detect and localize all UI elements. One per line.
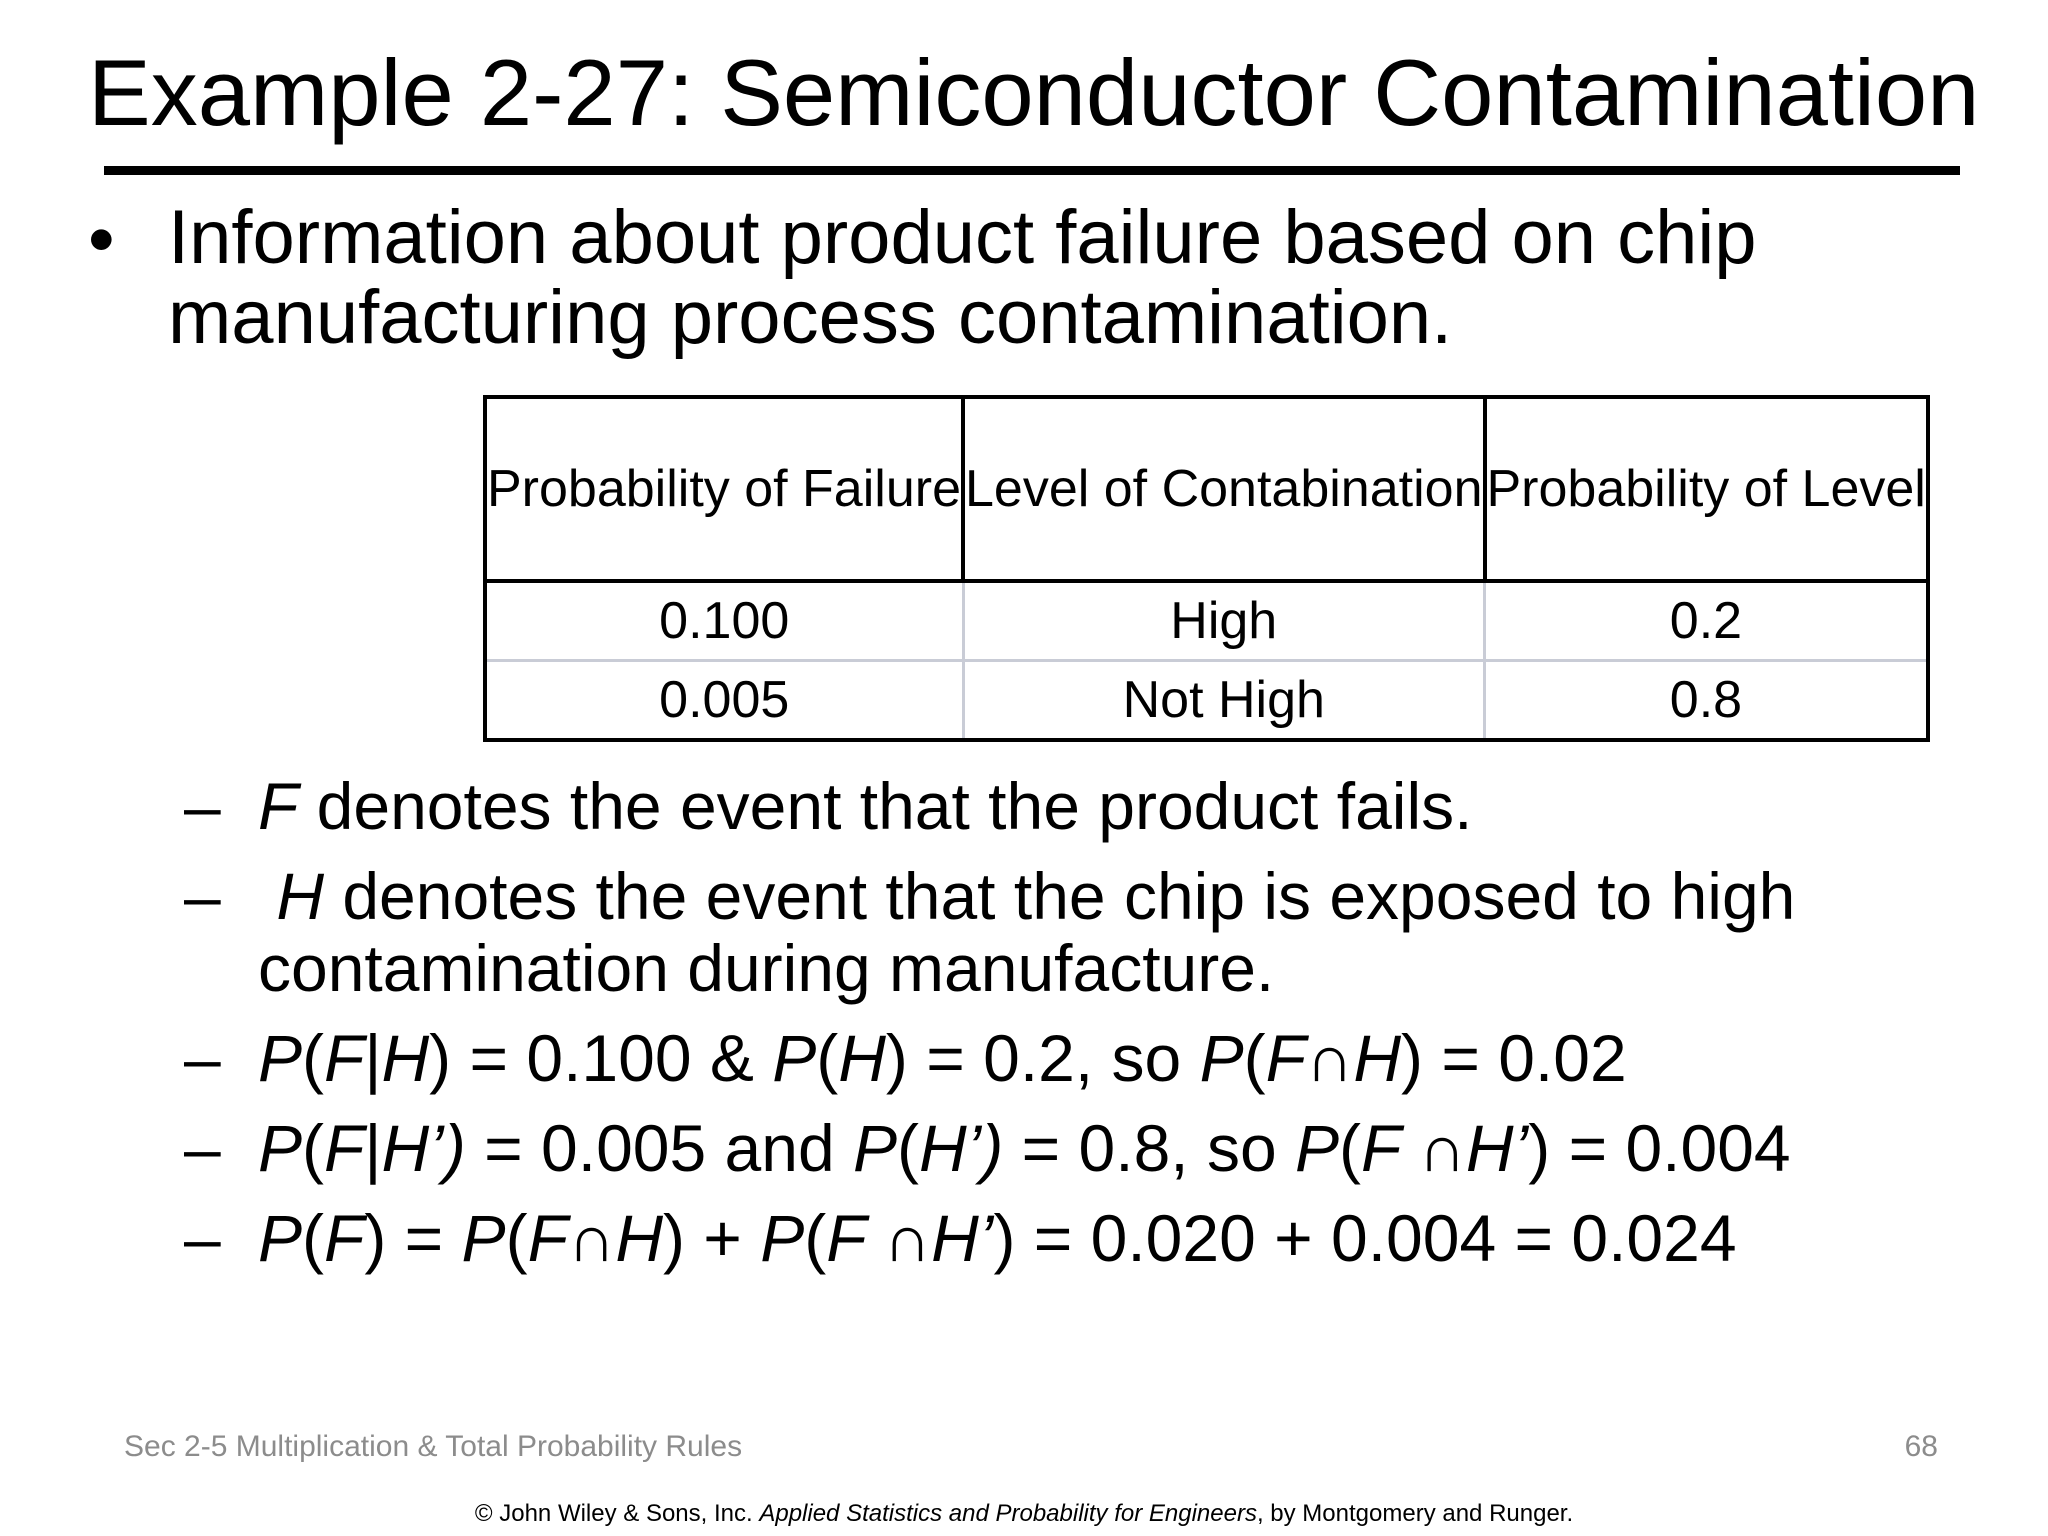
- math-symbol: P: [1295, 1111, 1340, 1185]
- math-text: |: [364, 1111, 382, 1185]
- math-text: (: [816, 1021, 839, 1095]
- sub-bullet-list: [184, 770, 2004, 1292]
- table-row: [485, 581, 1928, 661]
- math-symbol: H’): [919, 1111, 1004, 1185]
- math-text: ) = 0.02: [1401, 1021, 1627, 1095]
- copyright-authors: , by Montgomery and Runger.: [1256, 1500, 1574, 1527]
- math-symbol: F: [258, 769, 299, 843]
- math-text: (: [897, 1111, 919, 1185]
- math-symbol: P: [760, 1201, 805, 1275]
- math-symbol: P: [1199, 1021, 1244, 1095]
- math-text: (: [302, 1201, 325, 1275]
- sub-bullet-h-definition: [184, 860, 2004, 1004]
- math-text: (: [1243, 1021, 1266, 1095]
- table-header-cell: Level of Contabination: [963, 397, 1485, 581]
- page-number: 68: [1904, 1430, 1938, 1463]
- copyright-text: © John Wiley & Sons, Inc.: [474, 1500, 760, 1527]
- table-cell: 0.005: [485, 661, 963, 741]
- math-symbol: H: [276, 859, 325, 933]
- table-header-cell: Probability of Failure: [485, 397, 963, 581]
- math-text: = 0.005 and: [465, 1111, 853, 1185]
- math-text: (: [302, 1111, 325, 1185]
- sub-bullet-f-and-not-h: [184, 1112, 2004, 1184]
- table-cell: 0.2: [1485, 581, 1928, 661]
- math-symbol: H: [838, 1021, 886, 1095]
- math-symbol: P: [852, 1111, 898, 1185]
- math-symbol: F ∩H’: [1361, 1111, 1529, 1185]
- math-text: ) +: [662, 1201, 761, 1275]
- math-symbol: P: [258, 1201, 303, 1275]
- math-text: = 0.8, so: [1003, 1111, 1295, 1185]
- math-symbol: F∩H: [527, 1201, 663, 1275]
- title-underline: [104, 166, 1960, 175]
- table-row: [485, 661, 1928, 741]
- dash-icon: –: [184, 1021, 221, 1095]
- dash-icon: –: [184, 859, 221, 933]
- math-text: (: [302, 1021, 325, 1095]
- math-symbol: P: [772, 1021, 817, 1095]
- main-bullet-text: Information about product failure based on chip manufacturing process contamination.: [168, 195, 1757, 360]
- math-symbol: F∩H: [1265, 1021, 1402, 1095]
- table-cell: 0.8: [1485, 661, 1928, 741]
- footer-section-label: Sec 2-5 Multiplication & Total Probability Rules: [124, 1430, 743, 1463]
- sub-bullet-text: denotes the event that the chip is exposed to high contamination during manufacture.: [258, 859, 1796, 1005]
- math-text: (: [505, 1201, 528, 1275]
- math-symbol: F: [324, 1201, 365, 1275]
- book-title: Applied Statistics and Probability for Engineers: [759, 1500, 1257, 1527]
- math-symbol: F: [324, 1111, 365, 1185]
- contamination-table: [483, 395, 1930, 742]
- math-text: (: [804, 1201, 827, 1275]
- math-symbol: F ∩H’: [826, 1201, 994, 1275]
- sub-bullet-text: denotes the event that the product fails.: [298, 769, 1473, 843]
- dash-icon: –: [184, 1111, 221, 1185]
- table-header-row: [485, 397, 1928, 581]
- table-cell: 0.100: [485, 581, 963, 661]
- math-text: ) =: [364, 1201, 462, 1275]
- math-text: (: [1339, 1111, 1362, 1185]
- table-cell: High: [963, 581, 1485, 661]
- dash-icon: –: [184, 769, 221, 843]
- math-text: |: [364, 1021, 382, 1095]
- math-symbol: H’): [381, 1111, 466, 1185]
- math-text: ) = 0.2, so: [885, 1021, 1200, 1095]
- math-text: ) = 0.100 &: [429, 1021, 773, 1095]
- math-symbol: P: [258, 1111, 303, 1185]
- sub-bullet-f-definition: [184, 770, 2004, 842]
- table-header-cell: Probability of Level: [1485, 397, 1928, 581]
- math-text: ) = 0.004: [1528, 1111, 1791, 1185]
- math-symbol: F: [324, 1021, 365, 1095]
- table-cell: Not High: [963, 661, 1485, 741]
- sub-bullet-f-and-h: [184, 1022, 2004, 1094]
- math-symbol: P: [258, 1021, 303, 1095]
- math-symbol: P: [461, 1201, 506, 1275]
- copyright-line: [0, 1500, 2048, 1528]
- sub-bullet-total-probability: [184, 1202, 2004, 1274]
- math-symbol: H: [381, 1021, 430, 1095]
- slide-title: Example 2-27: Semiconductor Contamination: [88, 40, 1980, 145]
- dash-icon: –: [184, 1201, 221, 1275]
- bullet-dot-icon: •: [88, 197, 115, 282]
- math-text: ) = 0.020 + 0.004 = 0.024: [993, 1201, 1737, 1275]
